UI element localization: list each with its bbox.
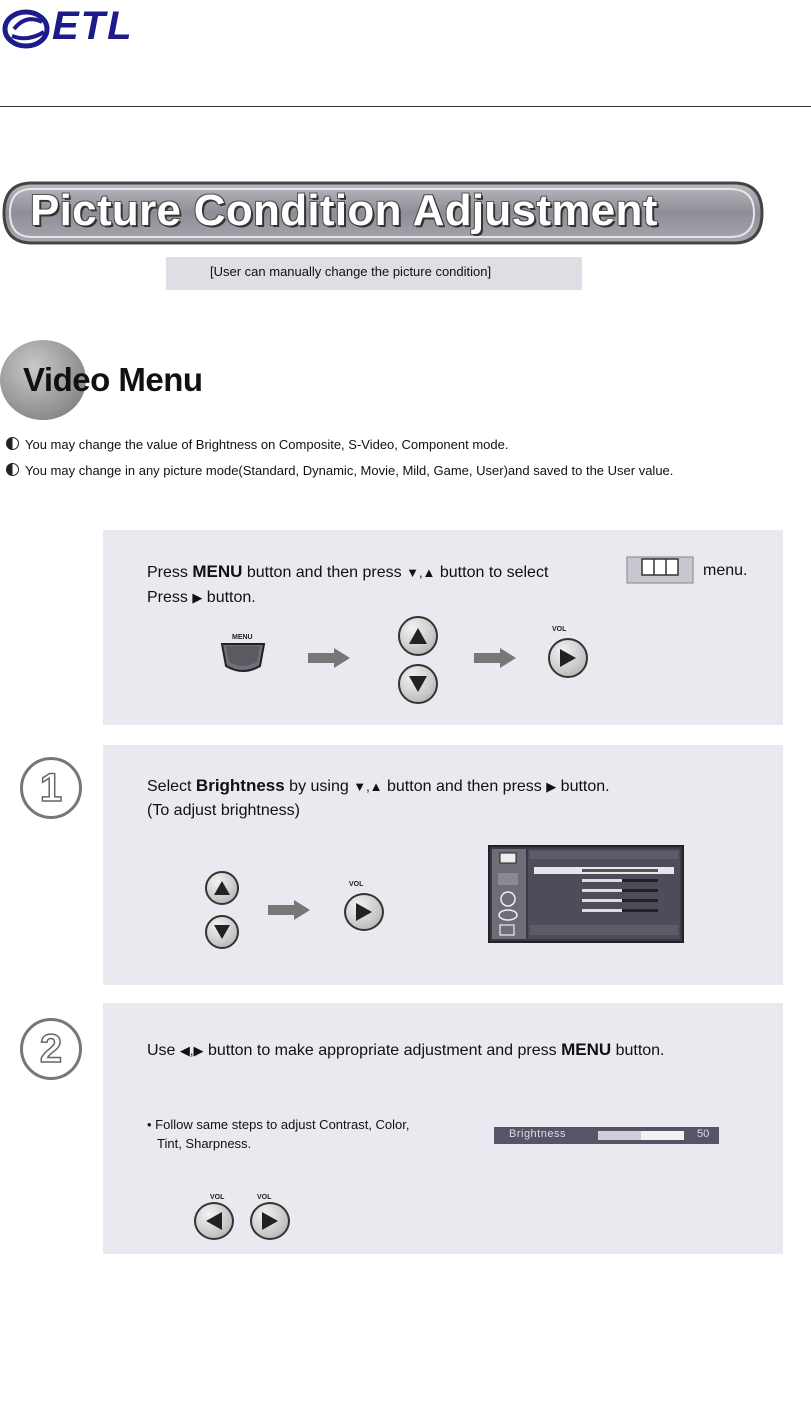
menu-button-label: MENU <box>232 634 253 641</box>
step1-number: 1 <box>20 757 82 819</box>
triangle-left-icon <box>206 1212 222 1230</box>
logo-text: ETL <box>52 4 134 48</box>
intro-instruction-line2: Press ▶ button. <box>147 589 256 606</box>
bullet-item: You may change the value of Brightness on Composite, S-Video, Component mode. <box>6 437 508 452</box>
up-button[interactable] <box>398 616 438 656</box>
step2-note-line1: • Follow same steps to adjust Contrast, Color, <box>147 1117 410 1132</box>
page-subtitle: [User can manually change the picture condition] <box>210 264 492 279</box>
intro-instruction-line1: Press MENU button and then press ▼,▲ button to select <box>147 562 549 581</box>
intro-instruction-menu: menu. <box>703 562 748 579</box>
triangle-right-icon <box>560 649 576 667</box>
header-divider <box>0 106 811 107</box>
arrow-right-icon <box>268 900 310 920</box>
osd-details-graphic <box>490 847 686 945</box>
brightness-label: Brightness <box>509 1128 566 1140</box>
step2-note-line2: Tint, Sharpness. <box>157 1136 252 1151</box>
vol-right-button[interactable] <box>548 638 588 678</box>
triangle-right-icon <box>356 903 372 921</box>
vol-label: VOL <box>349 881 364 888</box>
vol-left-button[interactable] <box>194 1202 234 1240</box>
bullet-item: You may change in any picture mode(Standard, Dynamic, Movie, Mild, Game, User)and saved to the User value. <box>6 463 673 478</box>
arrow-right-icon <box>474 648 516 668</box>
vol-label: VOL <box>257 1194 272 1201</box>
half-circle-bullet-icon <box>6 463 19 476</box>
arrow-right-icon <box>308 648 350 668</box>
step1-instruction-line2: (To adjust brightness) <box>147 802 300 819</box>
step1-instruction-line1: Select Brightness by using ▼,▲ button and then press ▶ button. <box>147 776 610 795</box>
brightness-fill <box>598 1131 641 1140</box>
section-title: Video Menu <box>23 361 203 398</box>
up-button[interactable] <box>205 871 239 905</box>
onscreen-menu-image <box>488 845 684 943</box>
brightness-value: 50 <box>697 1128 710 1140</box>
triangle-down-icon <box>214 925 230 939</box>
triangle-up-icon <box>409 628 427 644</box>
triangle-down-icon <box>409 676 427 692</box>
down-button[interactable] <box>205 915 239 949</box>
step2-instruction: Use ◀,▶ button to make appropriate adjustment and press MENU button. <box>147 1040 665 1059</box>
vol-right-button[interactable] <box>344 893 384 931</box>
step2-number: 2 <box>20 1018 82 1080</box>
page-title: Picture Condition Adjustment <box>30 186 658 235</box>
video-menu-icon <box>626 556 694 584</box>
vol-right-button[interactable] <box>250 1202 290 1240</box>
triangle-right-icon <box>262 1212 278 1230</box>
triangle-up-icon <box>214 881 230 895</box>
vol-label: VOL <box>210 1194 225 1201</box>
half-circle-bullet-icon <box>6 437 19 450</box>
vol-label: VOL <box>552 626 567 633</box>
menu-button[interactable] <box>220 640 266 676</box>
down-button[interactable] <box>398 664 438 704</box>
